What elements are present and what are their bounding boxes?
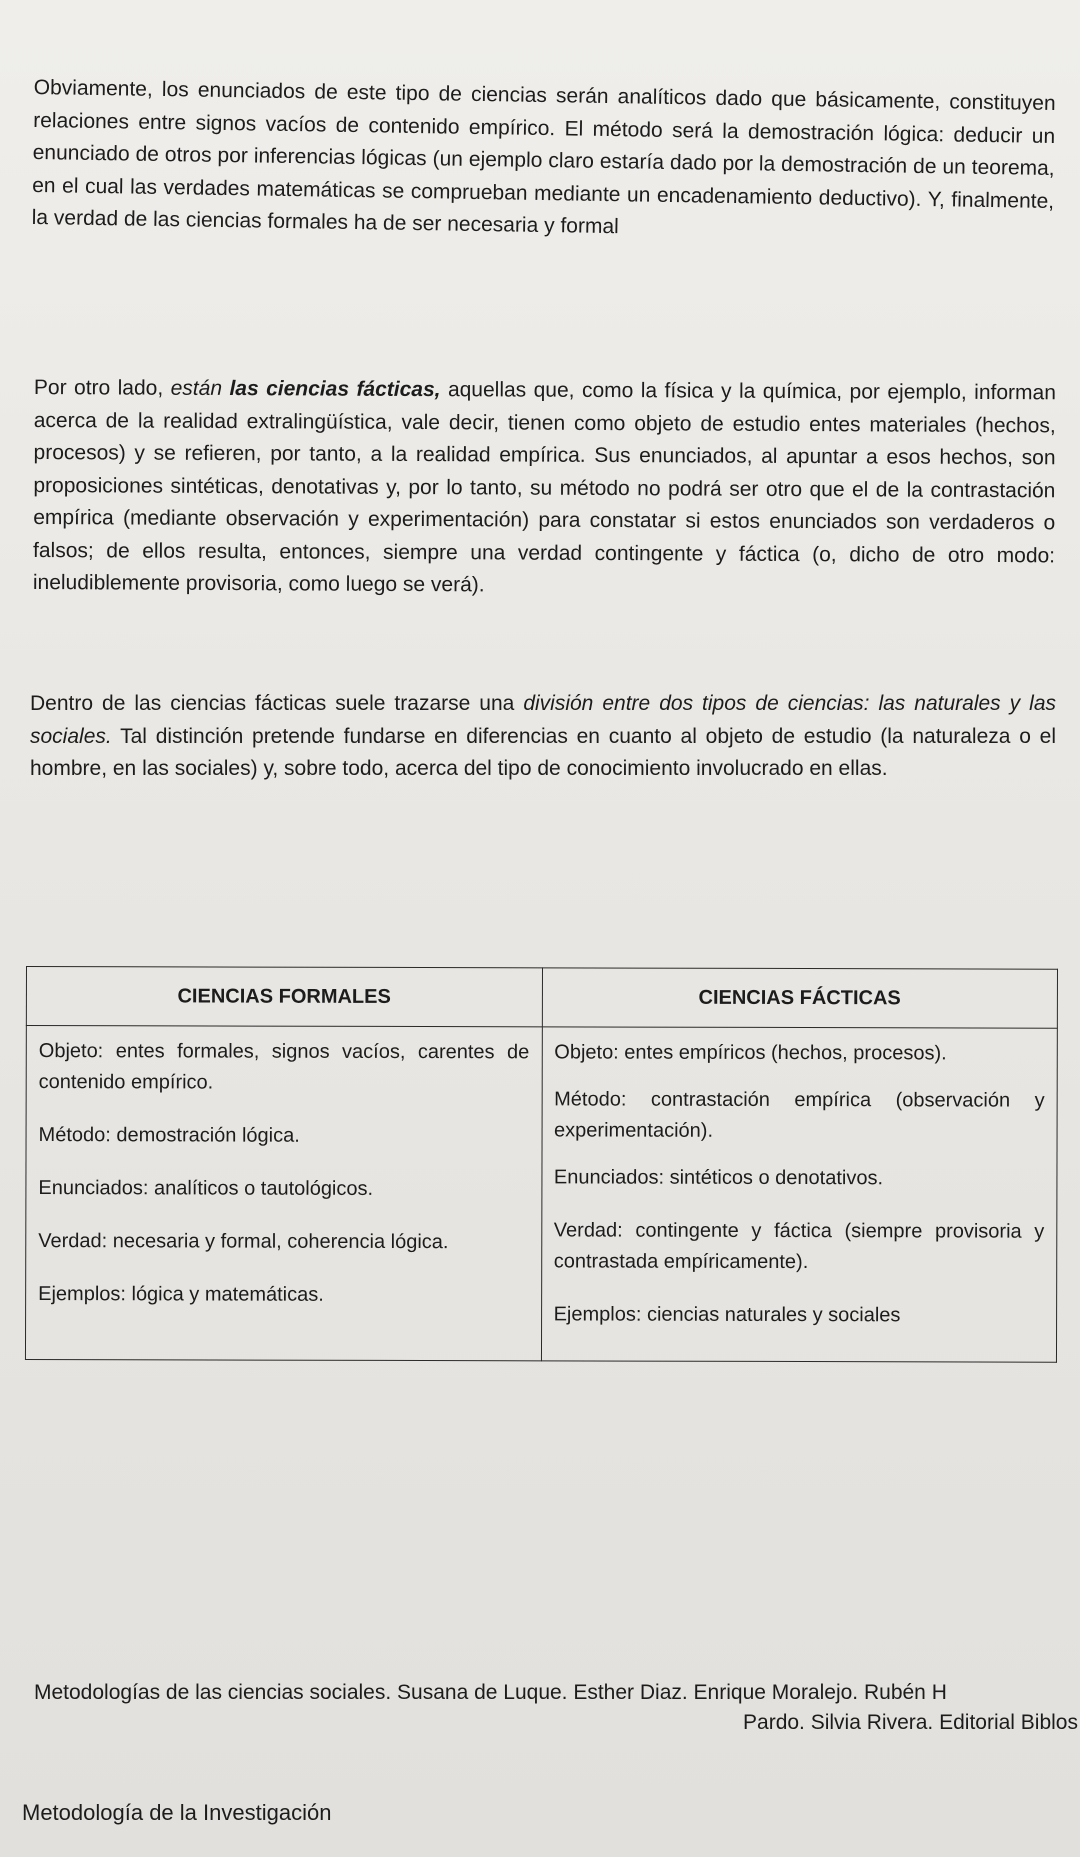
paragraph-natural-social xyxy=(30,688,1056,786)
p3-italic: división entre dos tipos de ciencias: las naturales y las sociales. xyxy=(30,692,1056,748)
citation-line2: Pardo. Silvia Rivera. Editorial Biblos xyxy=(743,1711,1078,1734)
citation xyxy=(34,1678,1080,1738)
p2-italic: están xyxy=(170,376,230,401)
table-header-row xyxy=(26,967,1057,1029)
paragraph-formal-sciences: Obviamente, los enunciados de este tipo de ciencias serán analíticos dado que básicamente, constituyen relaciones entre signos vacíos de contenido empírico. El método será la demostración lógica: deducir un enunciado de otros por inferencias lógicas (un ejemplo claro estaría dado por la demostración de un teorema, en el cual las verdades matemáticas se comprueban mediante un encadenamiento deductivo). Y, finalmente, la verdad de las ciencias formales ha de ser necesaria y formal xyxy=(31,75,1056,239)
p3-intro: Dentro de las ciencias fácticas suele trazarse una xyxy=(30,692,524,715)
citation-line1: Metodologías de las ciencias sociales. Susana de Luque. Esther Diaz. Enrique Moralejo. Rubén H xyxy=(34,1681,947,1704)
facticas-enunciados: Enunciados: sintéticos o denotativos. xyxy=(553,1166,884,1190)
p3-rest: Tal distinción pretende fundarse en diferencias en cuanto al objeto de estudio (la naturaleza o el hombre, en las sociales) y, sobre todo, acerca del tipo de conocimiento involucrado en ellas. xyxy=(30,724,1056,780)
column-facticas xyxy=(541,1027,1057,1362)
p2-rest: aquellas que, como la física y la química, por ejemplo, informan acerca de la realidad extralingüística, vale decir, tienen como objeto de estudio entes materiales (hechos, procesos) y se refieren, por tanto, a la realidad empírica. Sus enunciados, al apuntar a esos hechos, son proposiciones sintéticas, denotativas y, por lo tanto, su método no podrá ser otro que el de la contrastación empírica (mediante observación y experimentación) para constatar si estos enunciados son verdaderos o falsos; de ellos resulta, entonces, siempre una verdad contingente y fáctica (o, dicho de otro modo: ineludiblemente provisoria, como luego se verá). xyxy=(32,378,1056,597)
header-facticas: CIENCIAS FÁCTICAS xyxy=(542,968,1058,1028)
facticas-metodo: Método: contrastación empírica (observación y experimentación). xyxy=(554,1088,1045,1142)
formales-objeto: Objeto: entes formales, signos vacíos, carentes de contenido empírico. xyxy=(38,1040,530,1094)
paragraph-factual-sciences xyxy=(33,372,1056,605)
formales-ejemplos: Ejemplos: lógica y matemáticas. xyxy=(38,1283,324,1306)
p2-bold-term: las ciencias fácticas, xyxy=(229,377,441,402)
formales-enunciados: Enunciados: analíticos o tautológicos. xyxy=(38,1177,374,1200)
footer-course-title: Metodología de la Investigación xyxy=(22,1800,332,1825)
formales-metodo: Método: demostración lógica. xyxy=(38,1124,300,1147)
facticas-objeto: Objeto: entes empíricos (hechos, procesos). xyxy=(554,1041,947,1065)
p2-intro: Por otro lado, xyxy=(33,375,171,400)
formales-verdad: Verdad: necesaria y formal, coherencia lógica. xyxy=(38,1230,449,1254)
table-row xyxy=(25,1026,1057,1363)
header-formales: CIENCIAS FORMALES xyxy=(26,967,542,1027)
facticas-ejemplos: Ejemplos: ciencias naturales y sociales xyxy=(553,1303,901,1327)
column-formales xyxy=(25,1026,541,1361)
facticas-verdad: Verdad: contingente y fáctica (siempre provisoria y contrastada empíricamente). xyxy=(553,1219,1045,1274)
comparison-table xyxy=(25,966,1058,1363)
